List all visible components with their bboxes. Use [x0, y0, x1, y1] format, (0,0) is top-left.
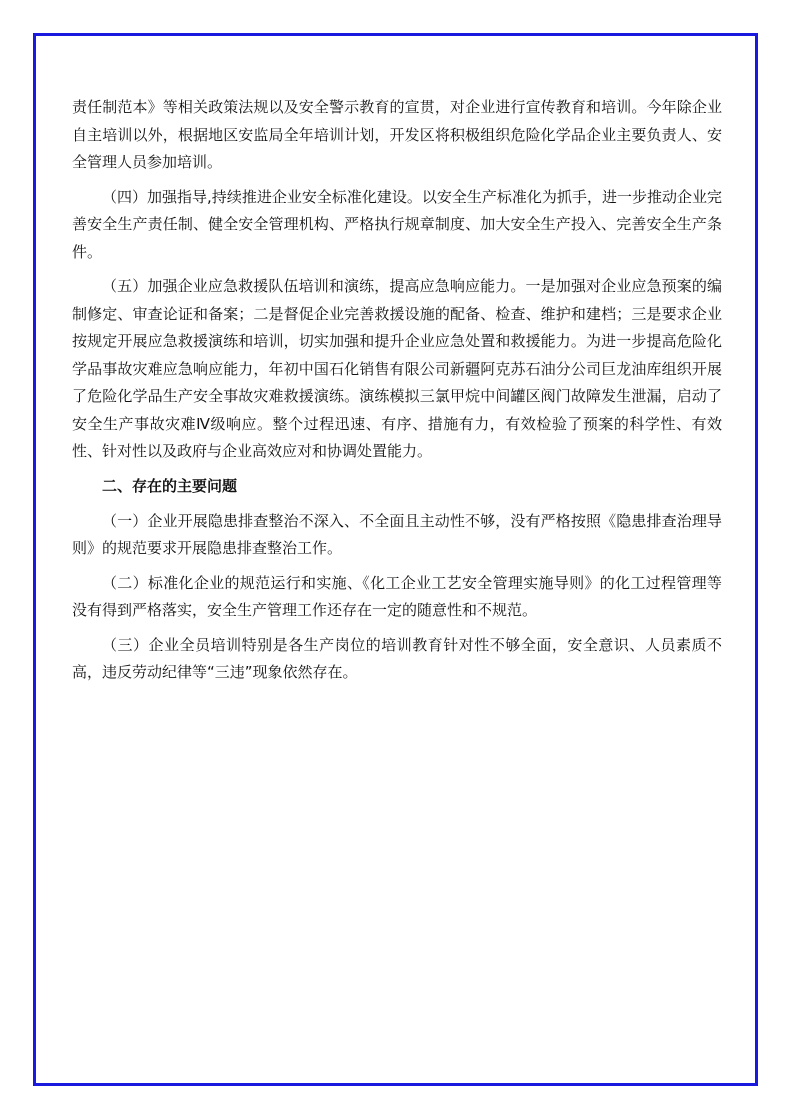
problem-item-1: （一）企业开展隐患排查整治不深入、不全面且主动性不够，没有严格按照《隐患排查治理导则》的规范要求开展隐患排查整治工作。 [72, 511, 722, 557]
section-heading: 二、存在的主要问题 [102, 476, 238, 495]
problem-item-3: （三）企业全员培训特别是各生产岗位的培训教育针对性不够全面，安全意识、人员素质不高，违反劳动纪律等“三违”现象依然存在。 [72, 635, 722, 681]
problem-item-2: （二）标准化企业的规范运行和实施、《化工企业工艺安全管理实施导则》的化工过程管理等没有得到严格落实，安全生产管理工作还存在一定的随意性和不规范。 [72, 573, 722, 619]
paragraph-continuation: 责任制范本》等相关政策法规以及安全警示教育的宣贯，对企业进行宣传教育和培训。今年除企业自主培训以外，根据地区安监局全年培训计划，开发区将积极组织危险化学品企业主要负责人、安全管理人员参加培训。 [72, 98, 722, 171]
paragraph-item-4: （四）加强指导,持续推进企业安全标准化建设。以安全生产标准化为抓手，进一步推动企业完善安全生产责任制、健全安全管理机构、严格执行规章制度、加大安全生产投入、完善安全生产条件。 [72, 187, 722, 261]
paragraph-item-5: （五）加强企业应急救援队伍培训和演练，提高应急响应能力。一是加强对企业应急预案的编制修定、审查论证和备案；二是督促企业完善救援设施的配备、检查、维护和建档；三是要求企业按规定开展应急救援演练和培训，切实加强和提升企业应急处置和救援能力。为进一步提高危险化学品事故灾难应急响应能力，年初中国石化销售有限公司新疆阿克苏石油分公司巨龙油库组织开展了危险化学品生产安全事故灾难救援演练。演练模拟三氯甲烷中间罐区阀门故障发生泄漏，启动了安全生产事故灾难Ⅳ级响应。整个过程迅速、有序、措施有力，有效检验了预案的科学性、有效性、针对性以及政府与企业高效应对和协调处置能力。 [72, 277, 722, 460]
document-body [72, 94, 722, 687]
